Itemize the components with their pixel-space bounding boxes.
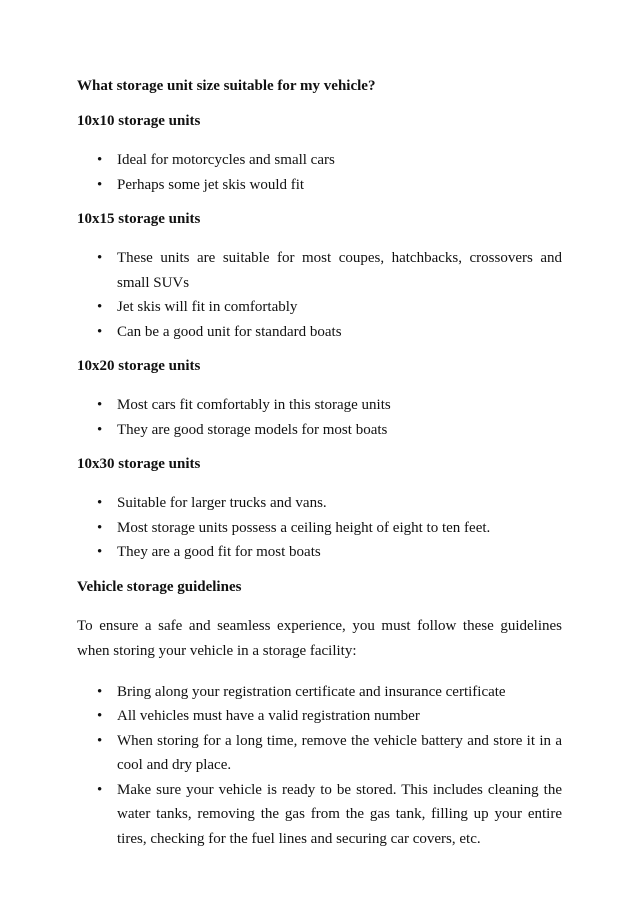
section-heading-10x15: 10x15 storage units — [77, 211, 201, 227]
bullet-list-10x30 — [77, 491, 562, 565]
section-heading-10x20: 10x20 storage units — [77, 358, 201, 374]
list-item: • When storing for a long time, remove the vehicle battery and store it in a cool and dry place. — [77, 729, 562, 778]
bullet-list-10x10 — [77, 148, 562, 197]
list-item: • They are good storage models for most boats — [77, 418, 562, 443]
page-title: What storage unit size suitable for my vehicle? — [77, 78, 376, 94]
list-item: • Suitable for larger trucks and vans. — [77, 491, 562, 516]
bullet-list-10x15 — [77, 246, 562, 344]
list-item: • Jet skis will fit in comfortably — [77, 295, 562, 320]
list-item: • Ideal for motorcycles and small cars — [77, 148, 562, 173]
list-item: • Make sure your vehicle is ready to be stored. This includes cleaning the water tanks, removing the gas from the gas tank, filling up your entire tires, checking for the fuel lines and securing car covers, etc. — [77, 778, 562, 852]
list-item: • These units are suitable for most coupes, hatchbacks, crossovers and small SUVs — [77, 246, 562, 295]
list-item: • They are a good fit for most boats — [77, 540, 562, 565]
list-item: • Most cars fit comfortably in this storage units — [77, 393, 562, 418]
list-item: • Most storage units possess a ceiling height of eight to ten feet. — [77, 516, 562, 541]
section-heading-10x30: 10x30 storage units — [77, 456, 201, 472]
list-item: • Can be a good unit for standard boats — [77, 320, 562, 345]
guidelines-list — [77, 680, 562, 852]
section-heading-10x10: 10x10 storage units — [77, 113, 201, 129]
list-item: • Perhaps some jet skis would fit — [77, 173, 562, 198]
bullet-list-10x20 — [77, 393, 562, 442]
list-item: • Bring along your registration certificate and insurance certificate — [77, 680, 562, 705]
list-item: • All vehicles must have a valid registration number — [77, 704, 562, 729]
guidelines-heading: Vehicle storage guidelines — [77, 578, 242, 595]
guidelines-intro: To ensure a safe and seamless experience, you must follow these guidelines when storing your vehicle in a storage facility: — [77, 617, 562, 659]
